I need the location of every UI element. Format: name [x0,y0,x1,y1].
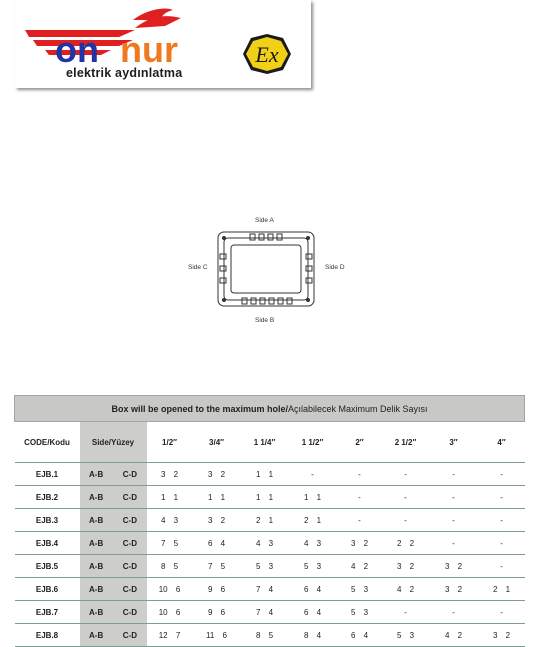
side-c-label: Side C [188,264,208,271]
row-value [429,555,479,578]
row-side-group [89,539,137,548]
row-value [193,578,241,601]
row-value-text: - [500,469,503,479]
row-value-text: - [452,607,455,617]
row-side-cd: C-D [122,492,137,502]
row-value-text: 6 4 [303,584,322,594]
row-value-text: 2 1 [303,515,322,525]
row-value-text: 4 2 [350,561,369,571]
row-value-text: 11 6 [206,630,227,640]
enclosure-outline-icon [180,214,350,328]
row-value [337,486,383,509]
row-value-text: 6 4 [303,607,322,617]
row-side [80,624,147,647]
row-value-text: - [500,492,503,502]
header-two-half-inch: 2 1/2″ [383,422,429,463]
row-value [241,555,289,578]
row-value [193,463,241,486]
row-value-text: - [404,492,407,502]
row-value [289,601,337,624]
side-a-label: Side A [255,217,274,224]
row-value [429,601,479,624]
row-value [193,601,241,624]
row-code: EJB.7 [15,601,80,624]
row-value [289,578,337,601]
row-value-text: 1 1 [207,492,226,502]
row-value [383,509,429,532]
row-code: EJB.3 [15,509,80,532]
row-value [383,578,429,601]
row-side-group [89,562,137,571]
row-value [429,578,479,601]
row-value [241,578,289,601]
row-value-text: 2 1 [255,515,274,525]
row-side [80,509,147,532]
row-side-group [89,516,137,525]
row-value-text: 1 1 [255,492,274,502]
brand-tagline: elektrik aydınlatma [66,66,183,80]
header-code: CODE/Kodu [15,422,80,463]
row-value [383,486,429,509]
header-one-quarter-inch: 1 1/4″ [241,422,289,463]
brand-on: on [55,29,99,70]
row-value-text: 8 5 [160,561,179,571]
row-value-text: 3 2 [207,469,226,479]
row-value [147,624,193,647]
row-value [479,624,525,647]
row-value-text: - [452,469,455,479]
row-side-group [89,493,137,502]
row-value [289,532,337,555]
row-value-text: 5 3 [350,607,369,617]
row-value-text: 2 2 [396,538,415,548]
side-d-label: Side D [325,264,345,271]
row-value-text: - [500,515,503,525]
row-side-ab: A-B [89,561,104,571]
row-value-text: 6 4 [350,630,369,640]
table-row [15,555,525,578]
row-value [241,486,289,509]
row-side-ab: A-B [89,607,104,617]
row-value [337,555,383,578]
table-row [15,509,525,532]
row-value-text: - [311,469,314,479]
row-value [479,555,525,578]
max-hole-table [14,395,524,647]
row-side [80,601,147,624]
ex-mark-text: Ex [255,42,279,67]
row-value [337,463,383,486]
row-side [80,463,147,486]
header-one-half-inch: 1 1/2″ [289,422,337,463]
header-three-quarter-inch: 3/4″ [193,422,241,463]
header-three-inch: 3″ [429,422,479,463]
row-value [383,463,429,486]
row-side-group [89,608,137,617]
row-value [241,624,289,647]
row-value-text: - [452,538,455,548]
row-side-cd: C-D [122,584,137,594]
row-side-ab: A-B [89,515,104,525]
header-four-inch: 4″ [479,422,525,463]
row-value-text: 2 1 [492,584,511,594]
row-side-cd: C-D [122,607,137,617]
junction-box-diagram [180,214,350,328]
row-value-text: 7 4 [255,607,274,617]
row-value-text: 4 3 [255,538,274,548]
row-value-text: 1 1 [160,492,179,502]
row-side [80,578,147,601]
row-value-text: 5 3 [255,561,274,571]
row-value [193,509,241,532]
row-value-text: 10 6 [158,584,181,594]
row-value [147,601,193,624]
header-half-inch: 1/2″ [147,422,193,463]
row-side-ab: A-B [89,584,104,594]
row-code: EJB.1 [15,463,80,486]
row-value-text: 7 4 [255,584,274,594]
table-row [15,486,525,509]
row-value [479,463,525,486]
row-side-ab: A-B [89,538,104,548]
row-value [147,486,193,509]
row-value-text: - [500,538,503,548]
row-value [337,601,383,624]
row-value [337,578,383,601]
row-value-text: 4 3 [160,515,179,525]
row-value [429,624,479,647]
header-side: Side/Yüzey [80,422,147,463]
row-side-group [89,470,137,479]
row-value [289,555,337,578]
row-value-text: 3 2 [444,584,463,594]
row-value-text: 8 4 [303,630,322,640]
row-value-text: 12 7 [158,630,181,640]
brand-nur: nur [120,29,178,70]
row-value [241,532,289,555]
row-value [383,624,429,647]
row-side-cd: C-D [122,515,137,525]
row-value [147,555,193,578]
header-two-inch: 2″ [337,422,383,463]
row-value [429,463,479,486]
row-value-text: - [452,515,455,525]
row-value-text: - [358,492,361,502]
row-value-text: 3 2 [350,538,369,548]
row-value-text: 5 3 [303,561,322,571]
row-value [289,624,337,647]
row-value [193,486,241,509]
row-value [383,532,429,555]
row-side-cd: C-D [122,538,137,548]
row-code: EJB.8 [15,624,80,647]
row-value [193,624,241,647]
row-value [383,601,429,624]
row-value [479,601,525,624]
row-value-text: 1 1 [303,492,322,502]
row-value-text: 6 4 [207,538,226,548]
row-value [193,555,241,578]
row-value [383,555,429,578]
row-value-text: 3 2 [396,561,415,571]
row-value-text: 4 3 [303,538,322,548]
max-hole-grid [14,395,525,647]
row-code: EJB.5 [15,555,80,578]
row-value [147,578,193,601]
row-side [80,532,147,555]
row-value-text: 4 2 [396,584,415,594]
row-value-text: 7 5 [207,561,226,571]
row-value-text: 4 2 [444,630,463,640]
row-value [193,532,241,555]
table-row [15,463,525,486]
row-side-cd: C-D [122,469,137,479]
row-value-text: 5 3 [350,584,369,594]
row-value [479,532,525,555]
row-value-text: 3 2 [492,630,511,640]
row-value [479,486,525,509]
row-value [289,509,337,532]
row-value [147,532,193,555]
row-value-text: 10 6 [158,607,181,617]
row-value [289,463,337,486]
row-value [429,532,479,555]
row-value [479,509,525,532]
row-value-text: 7 5 [160,538,179,548]
row-value [337,532,383,555]
row-side-group [89,585,137,594]
row-side-cd: C-D [122,561,137,571]
row-side-group [89,631,137,640]
brand-logo-banner [15,0,311,88]
row-value-text: - [404,515,407,525]
row-value-text: 5 3 [396,630,415,640]
row-value-text: 3 2 [207,515,226,525]
row-value-text: 1 1 [255,469,274,479]
row-value [479,578,525,601]
row-code: EJB.6 [15,578,80,601]
row-value-text: - [452,492,455,502]
row-side [80,486,147,509]
row-value-text: 9 6 [207,607,226,617]
row-value [289,486,337,509]
row-value [241,509,289,532]
row-value [337,509,383,532]
row-value [147,463,193,486]
table-row [15,601,525,624]
row-code: EJB.4 [15,532,80,555]
row-value [241,463,289,486]
row-value-text: 3 2 [444,561,463,571]
table-title [15,396,525,422]
row-side-cd: C-D [122,630,137,640]
row-value-text: 9 6 [207,584,226,594]
ex-hazard-icon [243,34,291,74]
row-value-text: - [500,561,503,571]
table-title-turkish: Açılabilecek Maximum Delik Sayısı [288,403,428,414]
row-code: EJB.2 [15,486,80,509]
row-value-text: 8 5 [255,630,274,640]
table-row [15,532,525,555]
row-side-ab: A-B [89,469,104,479]
table-title-english: Box will be opened to the maximum hole/ [111,403,289,414]
row-value [429,486,479,509]
row-value-text: - [358,515,361,525]
table-row [15,624,525,647]
row-side-ab: A-B [89,492,104,502]
row-value-text: 3 2 [160,469,179,479]
row-value-text: - [404,607,407,617]
table-body [15,463,525,647]
row-value [241,601,289,624]
row-value [429,509,479,532]
row-side-ab: A-B [89,630,104,640]
side-b-label: Side B [255,317,275,324]
row-value [147,509,193,532]
row-value-text: - [404,469,407,479]
table-header-row [15,422,525,463]
row-value-text: - [358,469,361,479]
table-row [15,578,525,601]
row-side [80,555,147,578]
row-value-text: - [500,607,503,617]
row-value [337,624,383,647]
